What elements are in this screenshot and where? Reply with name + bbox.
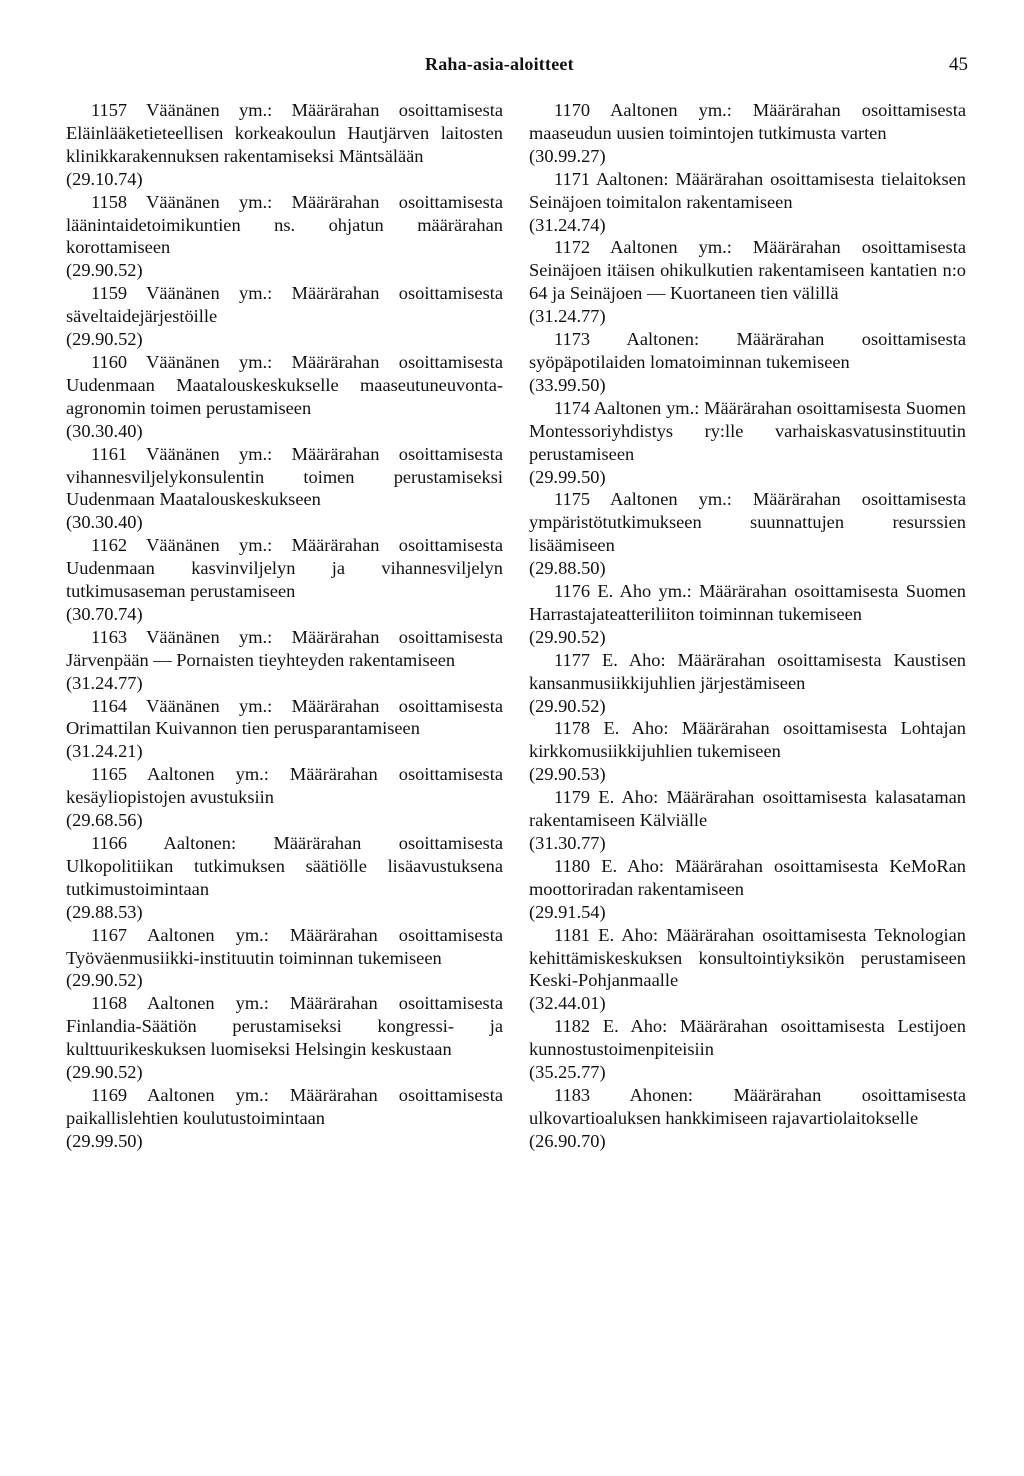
entry-date: (31.24.77) bbox=[529, 306, 606, 327]
entry-text: 1158 Väänänen ym.: Määrärahan osoittamisesta läänintaidetoimikuntien ns. ohjatun määrärahan korottamiseen bbox=[66, 191, 503, 258]
entry-date: (29.90.52) bbox=[66, 970, 143, 991]
initiative-entry bbox=[529, 328, 966, 397]
entry-text: 1170 Aaltonen ym.: Määrärahan osoittamisesta maaseudun uusien toimintojen tutkimusta varten bbox=[529, 100, 966, 143]
right-column bbox=[529, 99, 966, 1153]
entry-date: (35.25.77) bbox=[529, 1062, 606, 1083]
entry-date: (32.44.01) bbox=[529, 993, 606, 1014]
entry-text: 1174 Aaltonen ym.: Määrärahan osoittamisesta Suomen Montessoriyhdistys ry:lle varhaiskasvatusinstituutin perustamiseen bbox=[529, 397, 966, 464]
initiative-entry bbox=[529, 924, 966, 1016]
entry-date: (29.90.53) bbox=[529, 764, 606, 785]
entry-date: (29.88.53) bbox=[66, 901, 143, 922]
entry-date: (29.99.50) bbox=[529, 466, 606, 487]
entry-date: (29.10.74) bbox=[66, 168, 143, 189]
entry-text: 1182 E. Aho: Määrärahan osoittamisesta Lestijoen kunnostustoimenpiteisiin bbox=[529, 1016, 966, 1060]
entry-date: (31.24.77) bbox=[66, 672, 143, 693]
entry-text: 1178 E. Aho: Määrärahan osoittamisesta Lohtajan kirkkomusiikkijuhlien tukemiseen bbox=[529, 718, 966, 762]
entry-text: 1183 Ahonen: Määrärahan osoittamisesta ulkovartioaluksen hankkimiseen rajavartiolaitokselle bbox=[529, 1084, 966, 1128]
entry-text: 1181 E. Aho: Määrärahan osoittamisesta Teknologian kehittämiskeskuksen konsultointiyksikön perustamiseen Keski-Pohjanmaalle bbox=[529, 924, 966, 991]
entry-text: 1164 Väänänen ym.: Määrärahan osoittamisesta Orimattilan Kuivannon tien perusparantamiseen bbox=[66, 695, 503, 739]
initiative-entry bbox=[66, 99, 503, 191]
initiative-entry bbox=[66, 534, 503, 626]
entry-date: (29.91.54) bbox=[529, 901, 606, 922]
initiative-entry bbox=[66, 924, 503, 993]
entry-date: (31.30.77) bbox=[529, 833, 606, 853]
entry-text: 1163 Väänänen ym.: Määrärahan osoittamisesta Järvenpään — Pornaisten tieyhteyden rakentamiseen bbox=[66, 626, 503, 670]
entry-date: (31.24.74) bbox=[529, 214, 606, 235]
entry-date: (31.24.21) bbox=[66, 741, 143, 762]
entry-date: (33.99.50) bbox=[529, 374, 606, 395]
entry-text: 1179 E. Aho: Määrärahan osoittamisesta kalasataman rakentamiseen Kälviälle bbox=[529, 787, 966, 831]
entry-text: 1168 Aaltonen ym.: Määrärahan osoittamisesta Finlandia-Säätiön perustamiseksi kongressi- ja kulttuurikeskuksen luomiseksi Helsingin keskustaan bbox=[66, 993, 503, 1060]
initiative-entry bbox=[529, 717, 966, 786]
entry-text: 1166 Aaltonen: Määrärahan osoittamisesta Ulkopolitiikan tutkimuksen säätiölle lisäavustuksena tutkimustoimintaan bbox=[66, 833, 503, 899]
page-number: 45 bbox=[949, 54, 968, 75]
entry-text: 1177 E. Aho: Määrärahan osoittamisesta Kaustisen kansanmusiikkijuhlien järjestämiseen bbox=[529, 649, 966, 693]
initiative-entry bbox=[529, 649, 966, 718]
entry-text: 1167 Aaltonen ym.: Määrärahan osoittamisesta Työväenmusiikki-instituutin toiminnan tukemiseen bbox=[66, 924, 503, 968]
initiative-entry bbox=[66, 443, 503, 535]
entry-text: 1157 Väänänen ym.: Määrärahan osoittamisesta Eläinlääketieteellisen korkeakoulun Hautjärven laitosten klinikkarakennuksen rakentamiseksi Mäntsälään bbox=[66, 100, 503, 166]
entry-date: (26.90.70) bbox=[529, 1130, 606, 1151]
initiative-entry bbox=[66, 832, 503, 924]
initiative-entry bbox=[66, 1084, 503, 1153]
entry-text: 1161 Väänänen ym.: Määrärahan osoittamisesta vihannesviljelykonsulentin toimen perustamiseksi Uudenmaan Maatalouskeskukseen bbox=[66, 443, 503, 510]
entry-date: (29.88.50) bbox=[529, 558, 606, 579]
entry-text: 1180 E. Aho: Määrärahan osoittamisesta KeMoRan moottoriradan rakentamiseen bbox=[529, 855, 966, 899]
entry-date: (30.70.74) bbox=[66, 603, 143, 624]
entry-date: (30.30.40) bbox=[66, 420, 143, 441]
entry-text: 1176 E. Aho ym.: Määrärahan osoittamisesta Suomen Harrastajateatteriliiton toiminnan tukemiseen bbox=[529, 581, 966, 624]
entry-text: 1172 Aaltonen ym.: Määrärahan osoittamisesta Seinäjoen itäisen ohikulkutien rakentamiseen kantatien n:o 64 ja Seinäjoen — Kuortaneen tien välillä bbox=[529, 237, 966, 304]
left-column bbox=[66, 99, 503, 1153]
initiative-entry bbox=[529, 1015, 966, 1084]
initiative-entry bbox=[66, 191, 503, 283]
entry-date: (30.99.27) bbox=[529, 145, 606, 166]
entry-date: (29.68.56) bbox=[66, 810, 143, 831]
entry-text: 1173 Aaltonen: Määrärahan osoittamisesta syöpäpotilaiden lomatoiminnan tukemiseen bbox=[529, 329, 966, 372]
entry-text: 1162 Väänänen ym.: Määrärahan osoittamisesta Uudenmaan kasvinviljelyn ja vihannesviljelyn tutkimusaseman perustamiseen bbox=[66, 535, 503, 602]
entry-text: 1160 Väänänen ym.: Määrärahan osoittamisesta Uudenmaan Maatalouskeskukselle maaseutuneuvonta-agronomin toimen perustamiseen bbox=[66, 351, 503, 418]
entry-date: (29.90.52) bbox=[66, 260, 143, 281]
initiative-entry bbox=[529, 1084, 966, 1153]
entry-date: (29.90.52) bbox=[529, 695, 606, 716]
entry-text: 1171 Aaltonen: Määrärahan osoittamisesta tielaitoksen Seinäjoen toimitalon rakentamiseen bbox=[529, 168, 966, 212]
initiative-entry bbox=[66, 351, 503, 443]
initiative-entry bbox=[529, 168, 966, 237]
entry-text: 1165 Aaltonen ym.: Määrärahan osoittamisesta kesäyliopistojen avustuksiin bbox=[66, 764, 503, 808]
entry-text: 1159 Väänänen ym.: Määrärahan osoittamisesta säveltaidejärjestöille bbox=[66, 283, 503, 327]
entry-date: (29.90.52) bbox=[529, 626, 606, 647]
initiative-entry bbox=[529, 786, 966, 855]
entry-date: (30.30.40) bbox=[66, 512, 143, 533]
initiative-entry bbox=[66, 695, 503, 764]
running-title: Raha-asia-aloitteet bbox=[425, 54, 574, 74]
entry-text: 1175 Aaltonen ym.: Määrärahan osoittamisesta ympäristötutkimukseen suunnattujen resurssien lisäämiseen bbox=[529, 489, 966, 556]
initiative-entry bbox=[66, 992, 503, 1084]
initiative-entry bbox=[529, 397, 966, 489]
initiative-entry bbox=[66, 626, 503, 695]
initiative-entry bbox=[66, 763, 503, 832]
entry-date: (29.99.50) bbox=[66, 1130, 143, 1151]
initiative-entry bbox=[529, 855, 966, 924]
entry-date: (29.90.52) bbox=[66, 1062, 143, 1083]
initiative-entry bbox=[529, 236, 966, 328]
initiative-entry bbox=[66, 282, 503, 351]
entry-date: (29.90.52) bbox=[66, 329, 143, 350]
initiative-entry bbox=[529, 99, 966, 168]
page-header bbox=[0, 54, 1024, 84]
entry-text: 1169 Aaltonen ym.: Määrärahan osoittamisesta paikallislehtien koulutustoimintaan bbox=[66, 1084, 503, 1128]
initiative-entry bbox=[529, 580, 966, 649]
initiative-entry bbox=[529, 488, 966, 580]
